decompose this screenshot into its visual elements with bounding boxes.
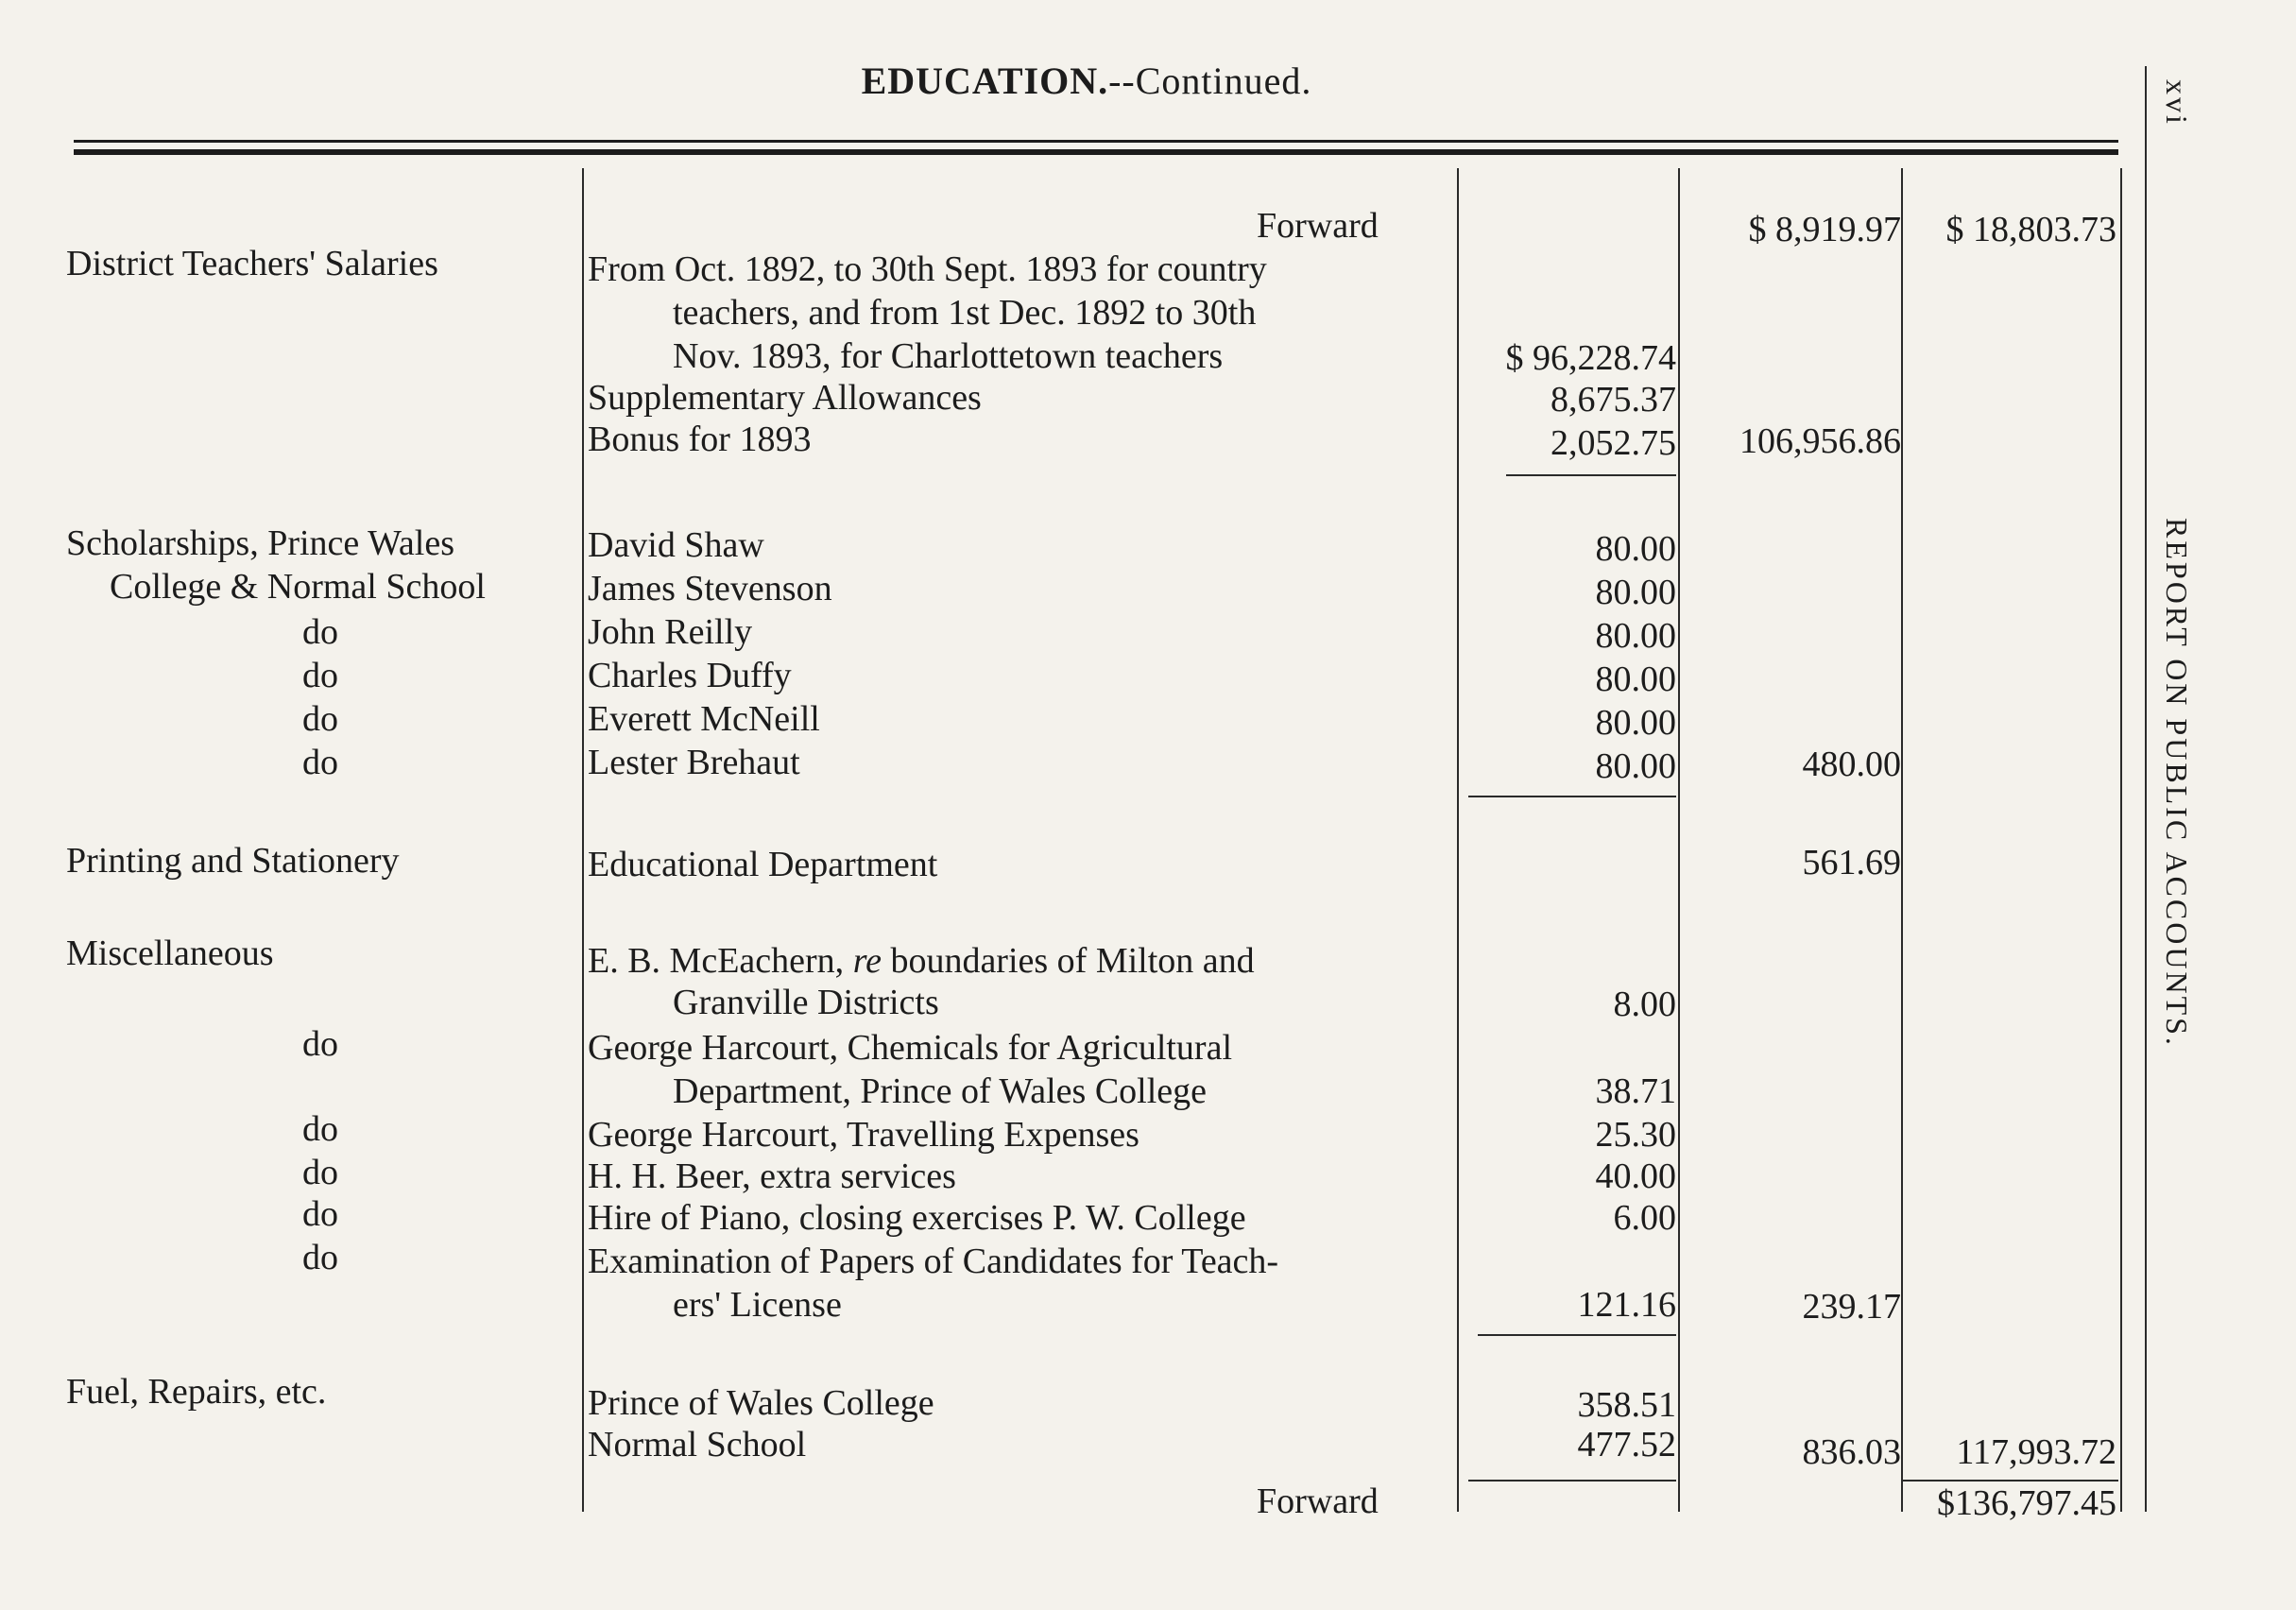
forward-label-top: Forward [1257, 206, 1379, 246]
scholarships-sum-rule [1468, 796, 1676, 797]
page-number: xvi [2160, 79, 2194, 127]
title-continued: --Continued. [1108, 60, 1312, 102]
district-desc-line3: Nov. 1893, for Charlottetown teachers [673, 336, 1224, 376]
fuel-r2: Normal School [588, 1425, 807, 1464]
district-desc-line2: teachers, and from 1st Dec. 1892 to 30th [673, 293, 1257, 333]
misc-total: 239.17 [1802, 1287, 1901, 1327]
scholarship-name: Charles Duffy [588, 656, 792, 695]
district-salaries-amount: $ 96,228.74 [1505, 338, 1676, 378]
category-scholarships-line1: Scholarships, Prince Wales [66, 523, 455, 563]
misc-sum-rule [1478, 1334, 1676, 1336]
grand-subtotal: 117,993.72 [1956, 1432, 2116, 1472]
misc-r5-amount: 6.00 [1613, 1198, 1676, 1238]
scholarship-amount: 80.00 [1595, 573, 1676, 612]
misc-r2-amount: 38.71 [1595, 1071, 1676, 1111]
misc-r3-amount: 25.30 [1595, 1115, 1676, 1155]
misc-r6-amount: 121.16 [1577, 1285, 1676, 1325]
ditto-mark: do [302, 743, 338, 782]
category-scholarships-line2: College & Normal School [110, 567, 486, 607]
misc-r1-amount: 8.00 [1613, 985, 1676, 1024]
title-main: EDUCATION. [861, 60, 1109, 102]
fuel-r2-amount: 477.52 [1577, 1425, 1676, 1464]
forward-label-bottom: Forward [1257, 1482, 1379, 1521]
header-rule-bottom [74, 149, 2118, 155]
misc-r6-line2: ers' License [673, 1285, 842, 1325]
scholarship-amount: 80.00 [1595, 659, 1676, 699]
ditto-mark: do [302, 612, 338, 652]
scholarship-name: Lester Brehaut [588, 743, 800, 782]
scholarship-name: James Stevenson [588, 569, 832, 608]
forward-col3-top: $ 18,803.73 [1945, 210, 2116, 249]
forward-col2-top: $ 8,919.97 [1748, 210, 1901, 249]
header-rule-top [74, 140, 2118, 143]
running-title: REPORT ON PUBLIC ACCOUNTS. [2160, 518, 2194, 1048]
forward-col3-bottom: $136,797.45 [1937, 1483, 2116, 1523]
ditto-mark: do [302, 1024, 338, 1064]
ditto-mark: do [302, 1238, 338, 1277]
scholarship-name: John Reilly [588, 612, 753, 652]
category-printing: Printing and Stationery [66, 841, 400, 881]
ditto-mark: do [302, 656, 338, 695]
side-rule-lower [2145, 510, 2147, 1512]
scholarships-total: 480.00 [1802, 745, 1901, 784]
printing-total: 561.69 [1802, 843, 1901, 882]
ditto-mark: do [302, 1109, 338, 1149]
supplementary-label: Supplementary Allowances [588, 378, 982, 418]
category-fuel-repairs: Fuel, Repairs, etc. [66, 1372, 327, 1412]
scholarship-amount: 80.00 [1595, 529, 1676, 569]
misc-r1-line1: E. B. McEachern, re boundaries of Milton and [588, 941, 1255, 981]
column-rule-description [582, 168, 584, 1512]
misc-r4-amount: 40.00 [1595, 1156, 1676, 1196]
misc-r2-line2: Department, Prince of Wales College [673, 1071, 1208, 1111]
misc-r5: Hire of Piano, closing exercises P. W. College [588, 1198, 1246, 1238]
fuel-r1-amount: 358.51 [1577, 1385, 1676, 1425]
scholarship-name: David Shaw [588, 525, 764, 565]
category-district-salaries: District Teachers' Salaries [66, 244, 438, 283]
district-sum-rule [1506, 474, 1676, 476]
page-title [0, 59, 2173, 103]
ditto-mark: do [302, 1153, 338, 1192]
category-miscellaneous: Miscellaneous [66, 933, 274, 973]
scholarship-amount: 80.00 [1595, 746, 1676, 786]
fuel-total: 836.03 [1802, 1432, 1901, 1472]
supplementary-amount: 8,675.37 [1551, 380, 1676, 420]
column-rule-right [2120, 168, 2122, 1512]
scholarship-name: Everett McNeill [588, 699, 820, 739]
column-rule-subtotals [1678, 168, 1680, 1512]
misc-r1-line2: Granville Districts [673, 983, 939, 1022]
misc-r2-line1: George Harcourt, Chemicals for Agricultural [588, 1028, 1233, 1068]
scholarship-amount: 80.00 [1595, 616, 1676, 656]
ditto-mark: do [302, 699, 338, 739]
fuel-r1: Prince of Wales College [588, 1383, 934, 1423]
district-total: 106,956.86 [1739, 421, 1901, 461]
misc-r6-line1: Examination of Papers of Candidates for Teach- [588, 1242, 1279, 1281]
column-rule-totals [1901, 168, 1903, 1512]
ditto-mark: do [302, 1194, 338, 1234]
misc-r4: H. H. Beer, extra services [588, 1156, 956, 1196]
district-desc-line1: From Oct. 1892, to 30th Sept. 1893 for country [588, 249, 1267, 289]
scholarship-amount: 80.00 [1595, 703, 1676, 743]
bonus-label: Bonus for 1893 [588, 420, 812, 459]
column-rule-items [1457, 168, 1459, 1512]
printing-desc: Educational Department [588, 845, 938, 884]
bottom-rule-col1 [1468, 1480, 1676, 1482]
bonus-amount: 2,052.75 [1551, 423, 1676, 463]
misc-r3: George Harcourt, Travelling Expenses [588, 1115, 1139, 1155]
side-rule-upper [2145, 66, 2147, 529]
